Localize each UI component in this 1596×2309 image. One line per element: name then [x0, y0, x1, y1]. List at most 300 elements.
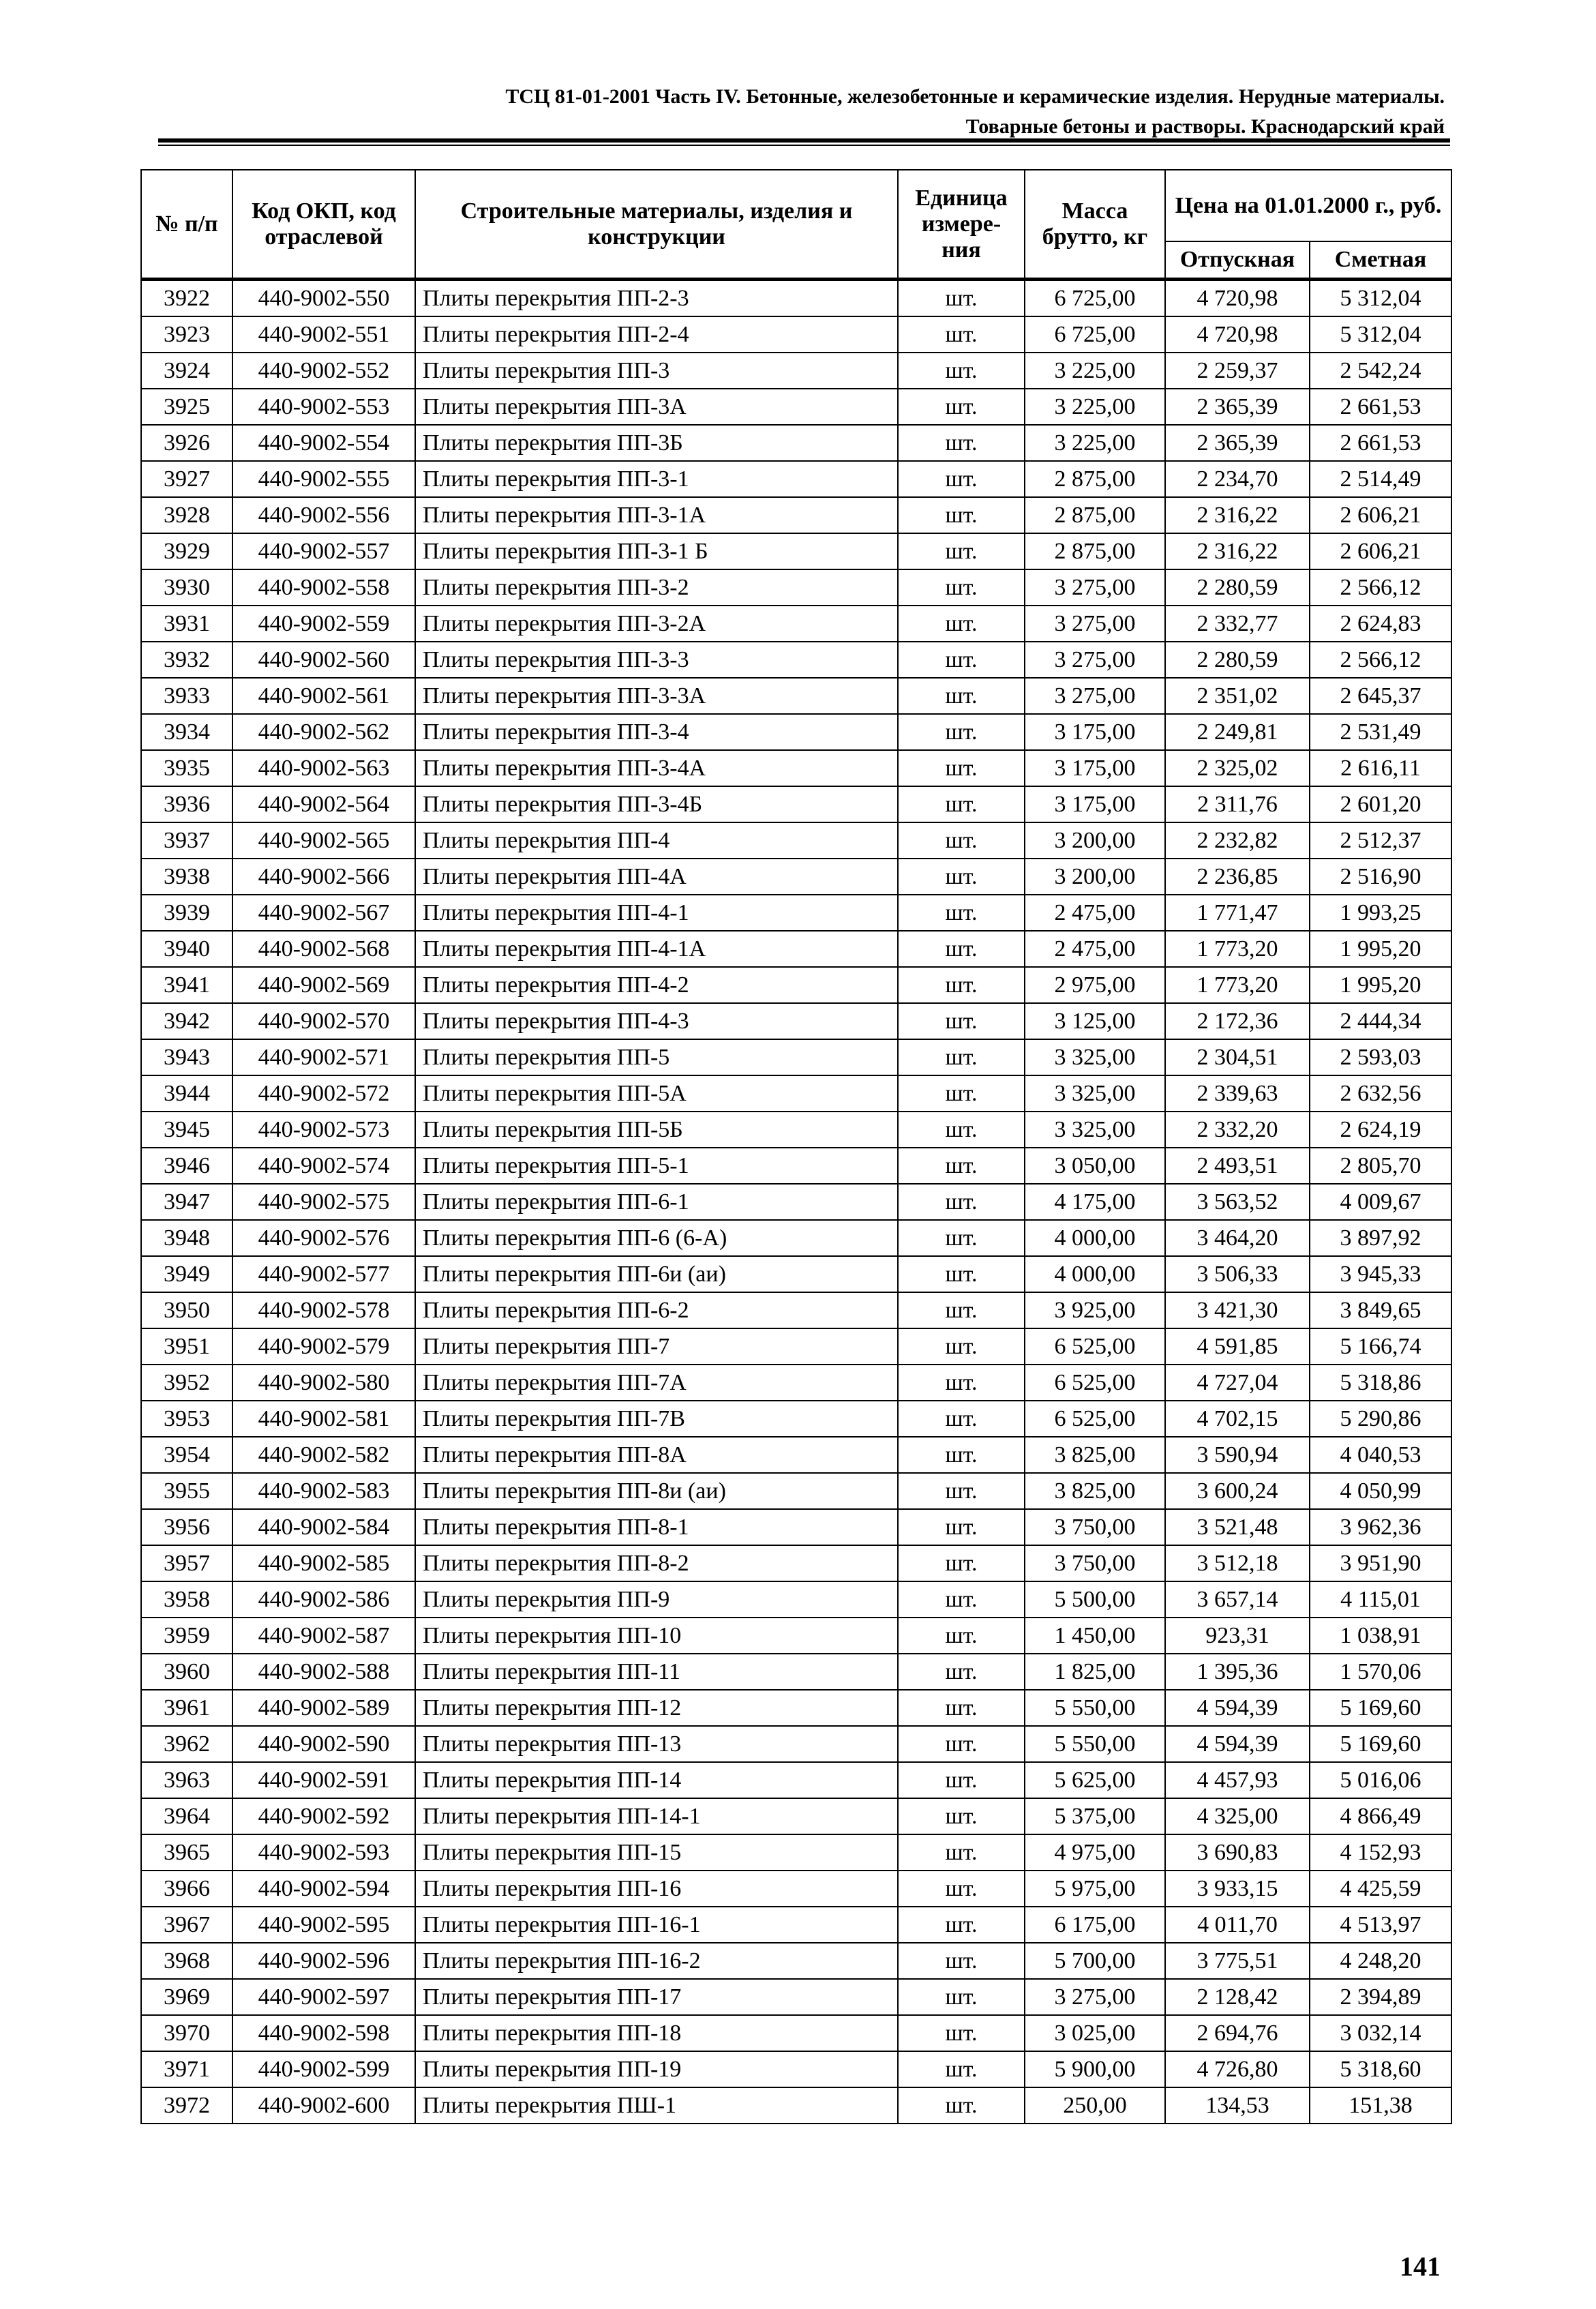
cell-code: 440-9002-572: [232, 1075, 415, 1112]
cell-code: 440-9002-579: [232, 1328, 415, 1365]
cell-release-price: 2 249,81: [1165, 714, 1310, 750]
cell-unit: шт.: [898, 1798, 1025, 1834]
cell-unit: шт.: [898, 425, 1025, 461]
cell-mass: 5 375,00: [1025, 1798, 1165, 1834]
cell-name: Плиты перекрытия ПП-8А: [415, 1437, 898, 1473]
cell-estimate-price: 2 593,03: [1310, 1039, 1451, 1075]
cell-release-price: 3 933,15: [1165, 1871, 1310, 1907]
cell-mass: 3 275,00: [1025, 678, 1165, 714]
cell-release-price: 2 234,70: [1165, 461, 1310, 497]
cell-release-price: 2 304,51: [1165, 1039, 1310, 1075]
table-row: [141, 1075, 1451, 1112]
cell-release-price: 4 457,93: [1165, 1762, 1310, 1798]
cell-release-price: 1 395,36: [1165, 1654, 1310, 1690]
cell-mass: 5 975,00: [1025, 1871, 1165, 1907]
cell-num: 3923: [141, 316, 232, 353]
cell-estimate-price: 5 169,60: [1310, 1690, 1451, 1726]
cell-release-price: 4 011,70: [1165, 1907, 1310, 1943]
cell-unit: шт.: [898, 1834, 1025, 1871]
cell-release-price: 3 521,48: [1165, 1509, 1310, 1545]
table-row: [141, 280, 1451, 317]
cell-name: Плиты перекрытия ПП-14-1: [415, 1798, 898, 1834]
table-row: [141, 1509, 1451, 1545]
cell-num: 3954: [141, 1437, 232, 1473]
cell-mass: 3 025,00: [1025, 2015, 1165, 2051]
cell-mass: 1 450,00: [1025, 1618, 1165, 1654]
cell-mass: 6 725,00: [1025, 280, 1165, 317]
table-row: [141, 786, 1451, 822]
cell-mass: 3 050,00: [1025, 1148, 1165, 1184]
cell-name: Плиты перекрытия ПП-12: [415, 1690, 898, 1726]
cell-estimate-price: 1 570,06: [1310, 1654, 1451, 1690]
table-row: [141, 714, 1451, 750]
cell-estimate-price: 1 993,25: [1310, 895, 1451, 931]
cell-name: Плиты перекрытия ПП-10: [415, 1618, 898, 1654]
cell-estimate-price: 4 866,49: [1310, 1798, 1451, 1834]
cell-code: 440-9002-566: [232, 859, 415, 895]
cell-mass: 5 625,00: [1025, 1762, 1165, 1798]
cell-code: 440-9002-590: [232, 1726, 415, 1762]
cell-num: 3942: [141, 1003, 232, 1039]
cell-name: Плиты перекрытия ПП-14: [415, 1762, 898, 1798]
cell-code: 440-9002-553: [232, 389, 415, 425]
cell-code: 440-9002-568: [232, 931, 415, 967]
cell-name: Плиты перекрытия ПП-16-2: [415, 1943, 898, 1979]
cell-unit: шт.: [898, 931, 1025, 967]
cell-num: 3952: [141, 1365, 232, 1401]
col-header-code: Код ОКП, код отраслевой: [232, 170, 415, 280]
cell-unit: шт.: [898, 1762, 1025, 1798]
col-header-name: Строительные материалы, изделия и конструкции: [415, 170, 898, 280]
table-row: [141, 1292, 1451, 1328]
cell-release-price: 4 594,39: [1165, 1690, 1310, 1726]
cell-unit: шт.: [898, 497, 1025, 533]
cell-release-price: 4 594,39: [1165, 1726, 1310, 1762]
table-row: [141, 895, 1451, 931]
cell-estimate-price: 3 032,14: [1310, 2015, 1451, 2051]
cell-num: 3949: [141, 1256, 232, 1292]
cell-num: 3948: [141, 1220, 232, 1256]
cell-estimate-price: 5 318,86: [1310, 1365, 1451, 1401]
cell-estimate-price: 4 248,20: [1310, 1943, 1451, 1979]
cell-unit: шт.: [898, 1003, 1025, 1039]
cell-code: 440-9002-586: [232, 1581, 415, 1618]
cell-mass: 4 000,00: [1025, 1256, 1165, 1292]
table-row: [141, 1726, 1451, 1762]
cell-name: Плиты перекрытия ПП-9: [415, 1581, 898, 1618]
cell-release-price: 4 591,85: [1165, 1328, 1310, 1365]
table-row: [141, 606, 1451, 642]
cell-num: 3926: [141, 425, 232, 461]
table-row: [141, 1328, 1451, 1365]
cell-release-price: 3 775,51: [1165, 1943, 1310, 1979]
cell-release-price: 3 690,83: [1165, 1834, 1310, 1871]
cell-release-price: 2 694,76: [1165, 2015, 1310, 2051]
cell-release-price: 1 771,47: [1165, 895, 1310, 931]
table-row: [141, 1618, 1451, 1654]
cell-name: Плиты перекрытия ПП-3-2: [415, 569, 898, 606]
cell-name: Плиты перекрытия ПП-3-2А: [415, 606, 898, 642]
cell-mass: 3 750,00: [1025, 1545, 1165, 1581]
cell-unit: шт.: [898, 280, 1025, 317]
table-row: [141, 967, 1451, 1003]
cell-code: 440-9002-570: [232, 1003, 415, 1039]
cell-mass: 3 325,00: [1025, 1112, 1165, 1148]
cell-release-price: 4 720,98: [1165, 316, 1310, 353]
cell-release-price: 2 325,02: [1165, 750, 1310, 786]
cell-unit: шт.: [898, 750, 1025, 786]
cell-name: Плиты перекрытия ПП-6и (аи): [415, 1256, 898, 1292]
cell-unit: шт.: [898, 569, 1025, 606]
cell-name: Плиты перекрытия ПП-4-1А: [415, 931, 898, 967]
cell-code: 440-9002-588: [232, 1654, 415, 1690]
cell-name: Плиты перекрытия ПП-3А: [415, 389, 898, 425]
cell-estimate-price: 151,38: [1310, 2087, 1451, 2124]
cell-unit: шт.: [898, 1328, 1025, 1365]
cell-mass: 2 875,00: [1025, 461, 1165, 497]
cell-mass: 4 000,00: [1025, 1220, 1165, 1256]
cell-name: Плиты перекрытия ПП-5А: [415, 1075, 898, 1112]
cell-mass: 3 825,00: [1025, 1437, 1165, 1473]
cell-release-price: 2 259,37: [1165, 353, 1310, 389]
cell-num: 3941: [141, 967, 232, 1003]
cell-name: Плиты перекрытия ПП-3-1 Б: [415, 533, 898, 569]
cell-code: 440-9002-560: [232, 642, 415, 678]
cell-num: 3970: [141, 2015, 232, 2051]
cell-num: 3965: [141, 1834, 232, 1871]
table-row: [141, 425, 1451, 461]
cell-release-price: 4 727,04: [1165, 1365, 1310, 1401]
cell-release-price: 3 563,52: [1165, 1184, 1310, 1220]
cell-name: Плиты перекрытия ПП-2-4: [415, 316, 898, 353]
cell-estimate-price: 2 514,49: [1310, 461, 1451, 497]
cell-name: Плиты перекрытия ПП-17: [415, 1979, 898, 2015]
cell-unit: шт.: [898, 1654, 1025, 1690]
cell-code: 440-9002-577: [232, 1256, 415, 1292]
table-row: [141, 1039, 1451, 1075]
cell-code: 440-9002-576: [232, 1220, 415, 1256]
cell-code: 440-9002-598: [232, 2015, 415, 2051]
cell-name: Плиты перекрытия ПП-8-1: [415, 1509, 898, 1545]
cell-estimate-price: 4 009,67: [1310, 1184, 1451, 1220]
header-rule: [158, 138, 1450, 146]
table-row: [141, 1437, 1451, 1473]
cell-unit: шт.: [898, 1256, 1025, 1292]
cell-unit: шт.: [898, 1401, 1025, 1437]
table-row: [141, 1979, 1451, 2015]
cell-estimate-price: 5 312,04: [1310, 280, 1451, 317]
cell-code: 440-9002-573: [232, 1112, 415, 1148]
cell-estimate-price: 2 512,37: [1310, 822, 1451, 859]
cell-unit: шт.: [898, 967, 1025, 1003]
table-row: [141, 1220, 1451, 1256]
cell-release-price: 2 365,39: [1165, 389, 1310, 425]
cell-estimate-price: 3 962,36: [1310, 1509, 1451, 1545]
cell-code: 440-9002-574: [232, 1148, 415, 1184]
cell-mass: 6 175,00: [1025, 1907, 1165, 1943]
cell-name: Плиты перекрытия ПП-15: [415, 1834, 898, 1871]
cell-num: 3938: [141, 859, 232, 895]
cell-unit: шт.: [898, 2015, 1025, 2051]
cell-num: 3945: [141, 1112, 232, 1148]
cell-name: Плиты перекрытия ПШ-1: [415, 2087, 898, 2124]
cell-name: Плиты перекрытия ПП-3-4: [415, 714, 898, 750]
cell-release-price: 2 280,59: [1165, 569, 1310, 606]
cell-code: 440-9002-559: [232, 606, 415, 642]
cell-release-price: 2 232,82: [1165, 822, 1310, 859]
cell-release-price: 3 512,18: [1165, 1545, 1310, 1581]
cell-num: 3961: [141, 1690, 232, 1726]
cell-estimate-price: 2 444,34: [1310, 1003, 1451, 1039]
cell-mass: 3 275,00: [1025, 569, 1165, 606]
cell-code: 440-9002-558: [232, 569, 415, 606]
cell-release-price: 2 236,85: [1165, 859, 1310, 895]
table-row: [141, 2015, 1451, 2051]
cell-code: 440-9002-582: [232, 1437, 415, 1473]
table-row: [141, 533, 1451, 569]
cell-mass: 6 525,00: [1025, 1365, 1165, 1401]
cell-code: 440-9002-550: [232, 280, 415, 317]
cell-unit: шт.: [898, 1473, 1025, 1509]
cell-num: 3929: [141, 533, 232, 569]
cell-code: 440-9002-561: [232, 678, 415, 714]
cell-num: 3931: [141, 606, 232, 642]
cell-mass: 5 550,00: [1025, 1690, 1165, 1726]
cell-estimate-price: 5 169,60: [1310, 1726, 1451, 1762]
cell-unit: шт.: [898, 1690, 1025, 1726]
cell-code: 440-9002-569: [232, 967, 415, 1003]
cell-mass: 3 275,00: [1025, 1979, 1165, 2015]
cell-mass: 3 175,00: [1025, 750, 1165, 786]
cell-mass: 2 475,00: [1025, 931, 1165, 967]
cell-code: 440-9002-557: [232, 533, 415, 569]
table-row: [141, 750, 1451, 786]
cell-release-price: 2 339,63: [1165, 1075, 1310, 1112]
table-header: [141, 170, 1451, 280]
cell-num: 3939: [141, 895, 232, 931]
cell-name: Плиты перекрытия ПП-3-4А: [415, 750, 898, 786]
cell-release-price: 3 590,94: [1165, 1437, 1310, 1473]
cell-estimate-price: 2 566,12: [1310, 642, 1451, 678]
cell-name: Плиты перекрытия ПП-7А: [415, 1365, 898, 1401]
cell-code: 440-9002-600: [232, 2087, 415, 2124]
cell-estimate-price: 2 542,24: [1310, 353, 1451, 389]
cell-mass: 3 325,00: [1025, 1075, 1165, 1112]
cell-estimate-price: 5 166,74: [1310, 1328, 1451, 1365]
cell-estimate-price: 2 632,56: [1310, 1075, 1451, 1112]
cell-mass: 250,00: [1025, 2087, 1165, 2124]
cell-release-price: 4 720,98: [1165, 280, 1310, 317]
cell-release-price: 134,53: [1165, 2087, 1310, 2124]
cell-unit: шт.: [898, 714, 1025, 750]
cell-mass: 3 225,00: [1025, 353, 1165, 389]
table-row: [141, 859, 1451, 895]
cell-name: Плиты перекрытия ПП-16-1: [415, 1907, 898, 1943]
cell-release-price: 2 332,77: [1165, 606, 1310, 642]
table-row: [141, 822, 1451, 859]
table-row: [141, 461, 1451, 497]
cell-num: 3956: [141, 1509, 232, 1545]
cell-release-price: 3 506,33: [1165, 1256, 1310, 1292]
col-header-mass: Масса брутто, кг: [1025, 170, 1165, 280]
table-row: [141, 1798, 1451, 1834]
cell-unit: шт.: [898, 461, 1025, 497]
cell-code: 440-9002-581: [232, 1401, 415, 1437]
cell-release-price: 4 325,00: [1165, 1798, 1310, 1834]
cell-name: Плиты перекрытия ПП-8и (аи): [415, 1473, 898, 1509]
cell-mass: 3 325,00: [1025, 1039, 1165, 1075]
cell-code: 440-9002-554: [232, 425, 415, 461]
cell-name: Плиты перекрытия ПП-19: [415, 2051, 898, 2087]
cell-release-price: 2 493,51: [1165, 1148, 1310, 1184]
header-line-1: ТСЦ 81-01-2001 Часть IV. Бетонные, железобетонные и керамические изделия. Нерудные материалы.: [505, 85, 1445, 108]
cell-unit: шт.: [898, 895, 1025, 931]
cell-code: 440-9002-564: [232, 786, 415, 822]
cell-num: 3922: [141, 280, 232, 317]
cell-unit: шт.: [898, 2051, 1025, 2087]
header-line-2: Товарные бетоны и растворы. Краснодарский край: [965, 115, 1445, 138]
cell-mass: 3 200,00: [1025, 859, 1165, 895]
cell-unit: шт.: [898, 533, 1025, 569]
cell-unit: шт.: [898, 606, 1025, 642]
cell-mass: 6 525,00: [1025, 1401, 1165, 1437]
cell-name: Плиты перекрытия ПП-3Б: [415, 425, 898, 461]
cell-mass: 4 175,00: [1025, 1184, 1165, 1220]
col-header-release-price: Отпускная: [1165, 241, 1310, 280]
cell-code: 440-9002-592: [232, 1798, 415, 1834]
table-row: [141, 2087, 1451, 2124]
cell-unit: шт.: [898, 786, 1025, 822]
cell-estimate-price: 2 645,37: [1310, 678, 1451, 714]
cell-num: 3967: [141, 1907, 232, 1943]
cell-estimate-price: 2 606,21: [1310, 533, 1451, 569]
cell-name: Плиты перекрытия ПП-3-3: [415, 642, 898, 678]
cell-estimate-price: 5 016,06: [1310, 1762, 1451, 1798]
cell-unit: шт.: [898, 1581, 1025, 1618]
cell-name: Плиты перекрытия ПП-18: [415, 2015, 898, 2051]
cell-num: 3934: [141, 714, 232, 750]
cell-num: 3925: [141, 389, 232, 425]
cell-num: 3969: [141, 1979, 232, 2015]
cell-unit: шт.: [898, 1075, 1025, 1112]
cell-release-price: 3 421,30: [1165, 1292, 1310, 1328]
table-row: [141, 678, 1451, 714]
cell-code: 440-9002-587: [232, 1618, 415, 1654]
cell-num: 3924: [141, 353, 232, 389]
cell-code: 440-9002-595: [232, 1907, 415, 1943]
cell-release-price: 1 773,20: [1165, 967, 1310, 1003]
page-number: 141: [1400, 2251, 1441, 2282]
cell-estimate-price: 2 616,11: [1310, 750, 1451, 786]
cell-unit: шт.: [898, 1907, 1025, 1943]
cell-mass: 5 900,00: [1025, 2051, 1165, 2087]
table-row: [141, 1112, 1451, 1148]
cell-name: Плиты перекрытия ПП-3-1: [415, 461, 898, 497]
cell-num: 3958: [141, 1581, 232, 1618]
cell-release-price: 3 657,14: [1165, 1581, 1310, 1618]
cell-name: Плиты перекрытия ПП-13: [415, 1726, 898, 1762]
cell-unit: шт.: [898, 678, 1025, 714]
table-row: [141, 1184, 1451, 1220]
cell-release-price: 2 311,76: [1165, 786, 1310, 822]
cell-estimate-price: 2 601,20: [1310, 786, 1451, 822]
cell-num: 3950: [141, 1292, 232, 1328]
price-table: [140, 169, 1452, 2124]
cell-num: 3955: [141, 1473, 232, 1509]
cell-estimate-price: 3 849,65: [1310, 1292, 1451, 1328]
table-row: [141, 1943, 1451, 1979]
cell-estimate-price: 5 312,04: [1310, 316, 1451, 353]
cell-unit: шт.: [898, 859, 1025, 895]
cell-name: Плиты перекрытия ПП-4: [415, 822, 898, 859]
table-row: [141, 642, 1451, 678]
cell-code: 440-9002-571: [232, 1039, 415, 1075]
cell-unit: шт.: [898, 642, 1025, 678]
table-body: [141, 280, 1451, 2124]
cell-mass: 6 525,00: [1025, 1328, 1165, 1365]
cell-unit: шт.: [898, 1545, 1025, 1581]
cell-estimate-price: 2 661,53: [1310, 425, 1451, 461]
cell-release-price: 3 600,24: [1165, 1473, 1310, 1509]
cell-estimate-price: 1 995,20: [1310, 967, 1451, 1003]
table-row: [141, 1834, 1451, 1871]
cell-estimate-price: 4 115,01: [1310, 1581, 1451, 1618]
cell-name: Плиты перекрытия ПП-6-1: [415, 1184, 898, 1220]
cell-num: 3959: [141, 1618, 232, 1654]
cell-num: 3962: [141, 1726, 232, 1762]
cell-num: 3935: [141, 750, 232, 786]
cell-name: Плиты перекрытия ПП-16: [415, 1871, 898, 1907]
table-row: [141, 1762, 1451, 1798]
cell-mass: 2 875,00: [1025, 497, 1165, 533]
cell-name: Плиты перекрытия ПП-3-1А: [415, 497, 898, 533]
cell-unit: шт.: [898, 316, 1025, 353]
cell-mass: 1 825,00: [1025, 1654, 1165, 1690]
cell-name: Плиты перекрытия ПП-6 (6-А): [415, 1220, 898, 1256]
cell-num: 3972: [141, 2087, 232, 2124]
table-row: [141, 1581, 1451, 1618]
cell-unit: шт.: [898, 1112, 1025, 1148]
cell-estimate-price: 1 038,91: [1310, 1618, 1451, 1654]
cell-mass: 3 275,00: [1025, 606, 1165, 642]
table-row: [141, 497, 1451, 533]
cell-code: 440-9002-556: [232, 497, 415, 533]
table-row: [141, 1401, 1451, 1437]
table-row: [141, 1365, 1451, 1401]
cell-unit: шт.: [898, 1365, 1025, 1401]
cell-code: 440-9002-555: [232, 461, 415, 497]
col-header-unit: Единица измере-ния: [898, 170, 1025, 280]
cell-name: Плиты перекрытия ПП-8-2: [415, 1545, 898, 1581]
cell-unit: шт.: [898, 353, 1025, 389]
cell-unit: шт.: [898, 1943, 1025, 1979]
cell-name: Плиты перекрытия ПП-4-2: [415, 967, 898, 1003]
table-row: [141, 1654, 1451, 1690]
cell-estimate-price: 3 897,92: [1310, 1220, 1451, 1256]
document-header: [505, 82, 1445, 142]
cell-code: 440-9002-551: [232, 316, 415, 353]
cell-release-price: 3 464,20: [1165, 1220, 1310, 1256]
cell-unit: шт.: [898, 1871, 1025, 1907]
cell-unit: шт.: [898, 1726, 1025, 1762]
cell-code: 440-9002-584: [232, 1509, 415, 1545]
cell-num: 3947: [141, 1184, 232, 1220]
cell-estimate-price: 2 566,12: [1310, 569, 1451, 606]
cell-estimate-price: 4 513,97: [1310, 1907, 1451, 1943]
cell-name: Плиты перекрытия ПП-4-3: [415, 1003, 898, 1039]
table-row: [141, 353, 1451, 389]
table-row: [141, 1473, 1451, 1509]
